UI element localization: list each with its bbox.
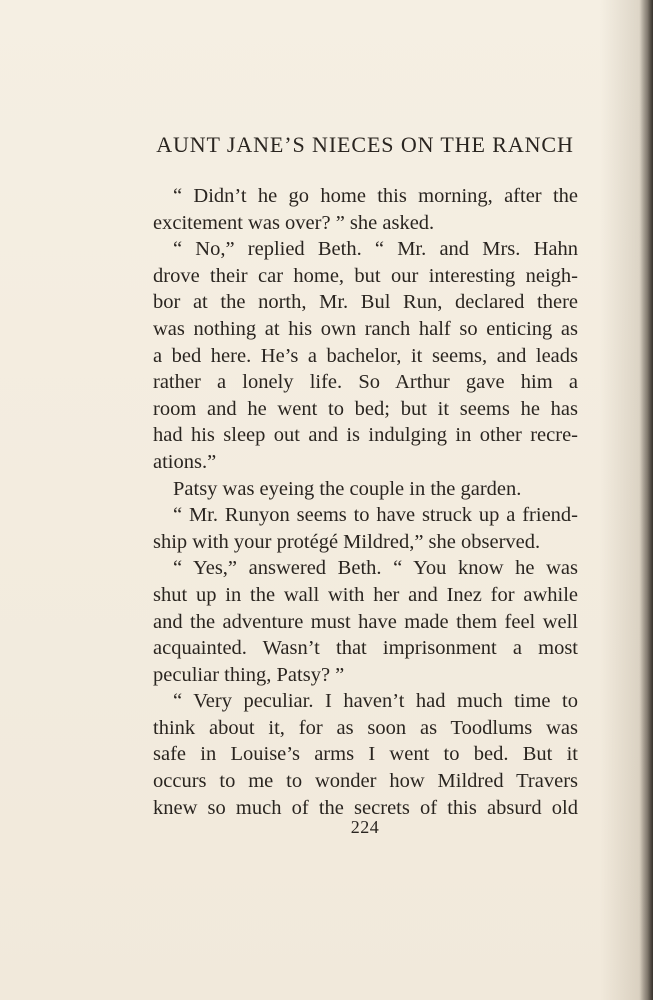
text-line: “ No,” replied Beth. “ Mr. and Mrs. Hahn (173, 238, 578, 261)
text-line: “ Didn’t he go home this morning, after the (173, 185, 578, 207)
text-line: think about it, for as soon as Toodlums was (153, 716, 578, 739)
text-line: ations.” (153, 450, 217, 473)
text-line: safe in Louise’s arms I went to bed. But it (153, 743, 578, 766)
text-line: Patsy was eyeing the couple in the garden. (173, 477, 522, 500)
body-text (153, 183, 578, 821)
text-line: “ Yes,” answered Beth. “ You know he was (173, 557, 578, 580)
text-line: drove their car home, but our interesting neigh- (153, 264, 578, 287)
text-line: room and he went to bed; but it seems he has (153, 397, 578, 420)
text-line: and the adventure must have made them feel well (153, 610, 578, 633)
text-line: ship with your protégé Mildred,” she observed. (153, 530, 541, 553)
text-line: had his sleep out and is indulging in other recre- (153, 424, 578, 447)
text-line: shut up in the wall with her and Inez for awhile (153, 583, 578, 606)
text-line: knew so much of the secrets of this absurd old (153, 796, 578, 819)
text-line: acquainted. Wasn’t that imprisonment a most (153, 637, 578, 660)
running-head: AUNT JANE’S NIECES ON THE RANCH (156, 132, 574, 157)
text-line: a bed here. He’s a bachelor, it seems, and leads (153, 344, 578, 367)
text-line: bor at the north, Mr. Bul Run, declared there (153, 291, 578, 314)
text-line: occurs to me to wonder how Mildred Travers (153, 770, 578, 793)
text-line: was nothing at his own ranch half so enticing as (153, 317, 578, 340)
text-line: rather a lonely life. So Arthur gave him a (153, 371, 578, 394)
page-gutter-shadow (639, 0, 653, 1000)
text-line: excitement was over? ” she asked. (153, 211, 435, 234)
page-number: 224 (350, 817, 380, 837)
text-line: “ Very peculiar. I haven’t had much time to (173, 690, 578, 713)
text-line: “ Mr. Runyon seems to have struck up a friend- (173, 504, 578, 527)
text-line: peculiar thing, Patsy? ” (153, 663, 345, 686)
